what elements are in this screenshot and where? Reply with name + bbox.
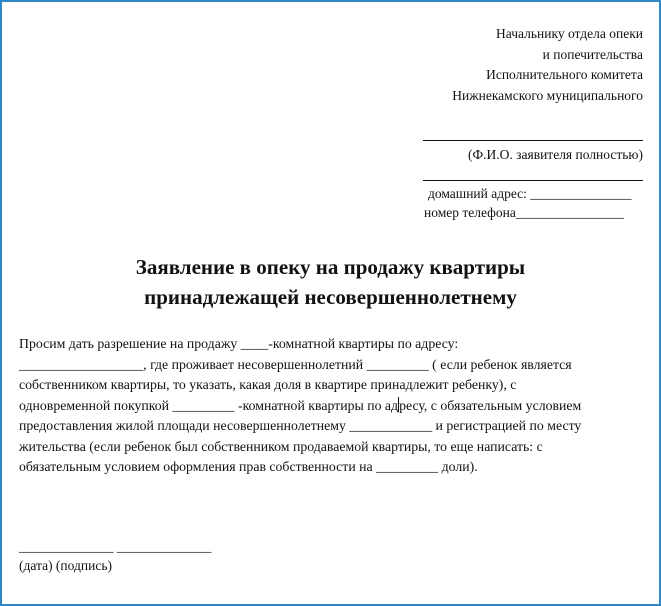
signature-labels: (дата) (подпись) <box>19 558 112 573</box>
body-text-segment: одновременной покупкой _________ -комнатной квартиры по ад <box>19 397 399 413</box>
body-line: жительства (если ребенок был собственником продаваемой квартиры, то еще написать: с <box>19 438 543 454</box>
body-line-with-caret <box>19 396 649 417</box>
title-line-2: принадлежащей несовершеннолетнему <box>144 285 517 309</box>
addressee-line: Начальнику отдела опеки <box>496 26 643 41</box>
body-line: обязательным условием оформления прав собственности на _________ доли). <box>19 459 478 474</box>
body-line: __________________, где проживает несовершеннолетний _________ ( если ребенок является <box>19 356 572 372</box>
addressee-block <box>452 24 643 106</box>
body-line: предоставления жилой площади несовершеннолетнему ____________ и регистрацией по месту <box>19 418 582 433</box>
request-text <box>19 334 649 478</box>
addressee-line: и попечительства <box>542 46 643 62</box>
addressee-line: Нижнекамского муниципального <box>452 87 643 103</box>
body-line: собственником квартиры, то указать, какая доля в квартире принадлежит ребенку), с <box>19 377 517 392</box>
phone-field: номер телефона________________ <box>424 205 624 220</box>
fio-blank-line <box>423 140 643 141</box>
signature-blanks: ______________ ______________ <box>19 539 212 554</box>
home-address-field: домашний адрес: _______________ <box>428 186 632 201</box>
document-title <box>0 252 661 312</box>
fio-caption: (Ф.И.О. заявителя полностью) <box>468 147 643 162</box>
blank-line <box>423 180 643 181</box>
body-text-segment: ресу, с обязательным условием <box>399 397 582 413</box>
title-line-1: Заявление в опеку на продажу квартиры <box>135 255 526 279</box>
addressee-line: Исполнительного комитета <box>486 67 643 82</box>
body-line: Просим дать разрешение на продажу ____-комнатной квартиры по адресу: <box>19 336 459 351</box>
